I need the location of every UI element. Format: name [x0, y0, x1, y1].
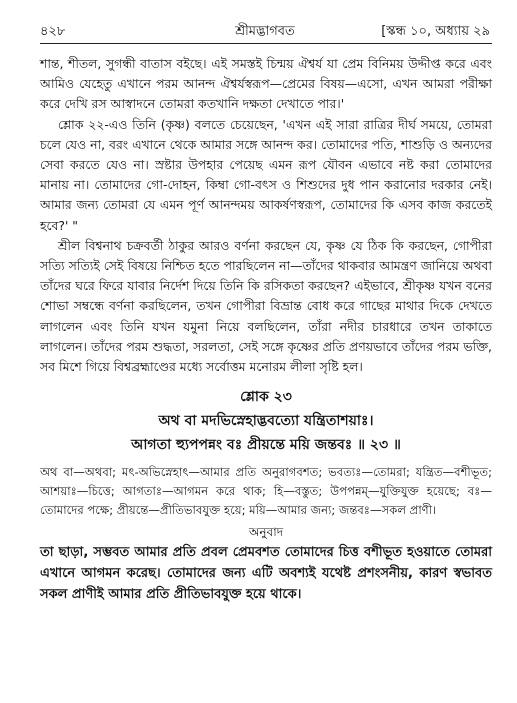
purport-paragraph: শান্ত, শীতল, সুগন্ধী বাতাস বইছে। এই সমস্তই চিন্ময় ঐশ্বর্য যা প্রেম বিনিময় উদ্দীপ্ত করে এবং আমিও যেহেতু এখানে পরম আনন্দ ঐশ্বর্যস্বরূপ—প্রেমের বিষয়—এসো, এখন আমরা পরীক্ষা করে দেখি রস আস্বাদনে তোমরা কতখানি দক্ষতা দেখাতে পার।': [40, 56, 492, 112]
translation-heading: অনুবাদ: [248, 525, 284, 540]
page-number: ৪২৮: [40, 24, 66, 39]
page-body: [40, 54, 492, 605]
synonyms-text: অথ বা—অথবা; মৎ-অভিস্নেহাৎ—আমার প্রতি অনুরাগবশত; ভবত্যঃ—তোমরা; যন্ত্রিত—বশীভূত; আশয়াঃ—চিত্তে; আগতাঃ—আগমন করে থাক; হি—বস্তুত; উপপন্নম্—যুক্তিযুক্ত হয়েছে; বঃ—তোমাদের পক্ষে; প্রীয়ন্তে—প্রীতিভাবযুক্ত হয়ে; ময়ি—আমার জন্য; জন্তবঃ—সকল প্রাণী।: [40, 465, 492, 518]
book-title: শ্রীমদ্ভাগবত: [235, 24, 295, 39]
header-rule: [40, 43, 492, 44]
verse-line: অথ বা মদভিস্নেহাদ্ভবত্যো যন্ত্রিতাশয়াঃ।: [158, 413, 374, 430]
translation-text: তা ছাড়া, সম্ভবত আমার প্রতি প্রবল প্রেমবশত তোমাদের চিত্ত বশীভূত হওয়াতে তোমরা এখানে আগমন করেছ। তোমাদের জন্য এটি অবশ্যই যথেষ্ট প্রশংসনীয়, কারণ স্বভাবত সকল প্রাণীই আমার প্রতি প্রীতিভাবযুক্ত হয়ে থাকে।: [40, 545, 492, 603]
verse-line: আগতা হ্যুপপন্নং বঃ প্রীয়ন্তে ময়ি জন্তবঃ ॥ ২৩ ॥: [131, 437, 401, 454]
chapter-reference: [স্কন্ধ ১০, অধ্যায় ২৯: [381, 24, 490, 39]
purport-paragraph: শ্রীল বিশ্বনাথ চক্রবর্তী ঠাকুর আরও বর্ণনা করছেন যে, কৃষ্ণ যে ঠিক কি করছেন, গোপীরা সত্যি সত্যিই সেই বিষয়ে নিশ্চিত হতে পারছিলেন না—তাঁদের থাকবার আমন্ত্রণ জানিয়ে অথবা তাঁদের ঘরে ফিরে যাবার নির্দেশ দিয়ে তিনি কি রসিকতা করছেন? এইভাবে, শ্রীকৃষ্ণ যখন বনের শোভা সম্বন্ধে বর্ণনা করছিলেন, তখন গোপীরা বিভ্রান্ত বোধ করে গাছের মাথার দিকে দেখতে লাগলেন এবং তিনি যখন যমুনা নিয়ে বলছিলেন, তাঁরা নদীর চারধারে তখন তাকাতে লাগলেন। তাঁদের পরম শুদ্ধতা, সরলতা, সেই সঙ্গে কৃষ্ণের প্রতি প্রণয়ভাবে তাঁদের পরম ভক্তি, সব মিশে গিয়ে বিশ্বব্রহ্মাণ্ডের মধ্যে সর্বোত্তম মনোরম লীলা সৃষ্টি হল।: [40, 237, 492, 375]
page-header: [40, 22, 490, 42]
purport-paragraph: শ্লোক ২২-এও তিনি (কৃষ্ণ) বলতে চেয়েছেন, 'এখন এই সারা রাত্রির দীর্ঘ সময়ে, তোমরা চলে যেও না, বরং এখানে থেকে আমার সঙ্গে আনন্দ কর। তোমাদের পতি, শাশুড়ি ও অন্যদের সেবা করতে যেও না। স্রষ্টার উপহার পেয়েছ এমন রূপ যৌবন এভাবে নষ্ট করা তোমাদের মানায় না। তোমাদের গো-দোহন, কিম্বা গো-বৎস ও শিশুদের দুধ পান করানোর দরকার নেই। আমার জন্য তোমরা যে এমন পূর্ণ আনন্দময় আকর্ষণস্বরূপ, তোমাদের কি এসব কাজ করতেই হবে?' ": [40, 116, 492, 233]
verse-heading: শ্লোক ২৩: [240, 389, 292, 406]
